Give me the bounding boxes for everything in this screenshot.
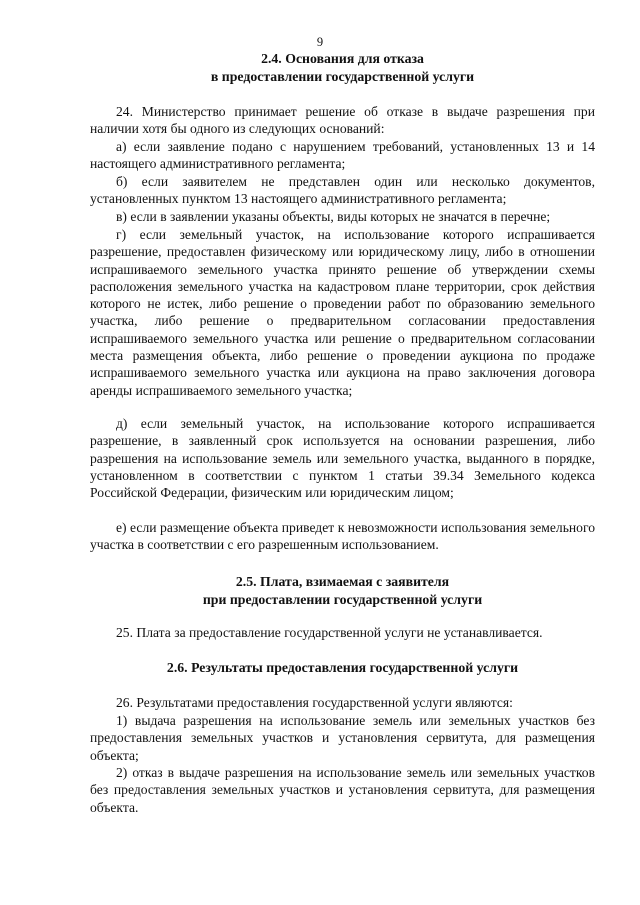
paragraph-24g: г) если земельный участок, на использование которого испрашивается разрешение, предоставлен физическому или юридическому лицу, либо в отношении испрашиваемого земельного участка принято решение об утверждении схемы расположения земельного участка на кадастровом плане территории, срок действия которого не истек, либо решение о проведении работ по образованию земельного участка, либо решение о предварительном согласовании предоставления испрашиваемого земельного участка или решение о предварительном согласовании места размещения объекта, либо решение о проведении аукциона по продаже испрашиваемого земельного участка или аукциона на право заключения договора аренды испрашиваемого земельного участка; [90,227,595,398]
section-heading-line: при предоставлении государственной услуги [202,591,483,607]
page-number: 9 [316,35,324,49]
paragraph-24d: д) если земельный участок, на использование которого испрашивается разрешение, в заявленный срок используется на основании разрешения, либо разрешения на использование земель или земельного участка, выданного в порядке, установленном в соответствии с пунктом 1 статьи 39.34 Земельного кодекса Российской Федерации, физическим или юридическим лицом; [90,416,595,501]
paragraph-25: 25. Плата за предоставление государственной услуги не устанавливается. [116,625,543,640]
paragraph-24b: б) если заявителем не представлен один или несколько документов, установленных пунктом 13 настоящего административного регламента; [90,174,595,207]
paragraph-26: 26. Результатами предоставления государственной услуги являются: [116,695,513,710]
section-heading-line: 2.5. Плата, взимаемая с заявителя [235,574,450,589]
paragraph-26-1: 1) выдача разрешения на использование земель или земельных участков без предоставления земельных участков и установления сервитута, для размещения объекта; [90,713,595,763]
paragraph-24v: в) если в заявлении указаны объекты, виды которых не значатся в перечне; [116,209,551,224]
section-heading-line: в предоставлении государственной услуги [210,68,475,84]
section-heading-2-4 [90,50,595,85]
section-heading-line: 2.4. Основания для отказа [261,51,424,66]
paragraph-24: 24. Министерство принимает решение об отказе в выдаче разрешения при наличии хотя бы одного из следующих оснований: [90,104,595,137]
section-heading-2-5 [90,573,595,608]
paragraph-24a: а) если заявление подано с нарушением требований, установленных 13 и 14 настоящего административного регламента; [90,139,595,172]
section-heading-2-6 [90,659,595,677]
section-heading-line: 2.6. Результаты предоставления государственной услуги [166,660,519,675]
paragraph-26-2: 2) отказ в выдаче разрешения на использование земель или земельных участков без предоставления земельных участков и установления сервитута, для размещения объекта. [90,765,595,815]
paragraph-24e: е) если размещение объекта приведет к невозможности использования земельного участка в соответствии с его разрешенным использованием. [90,520,595,553]
